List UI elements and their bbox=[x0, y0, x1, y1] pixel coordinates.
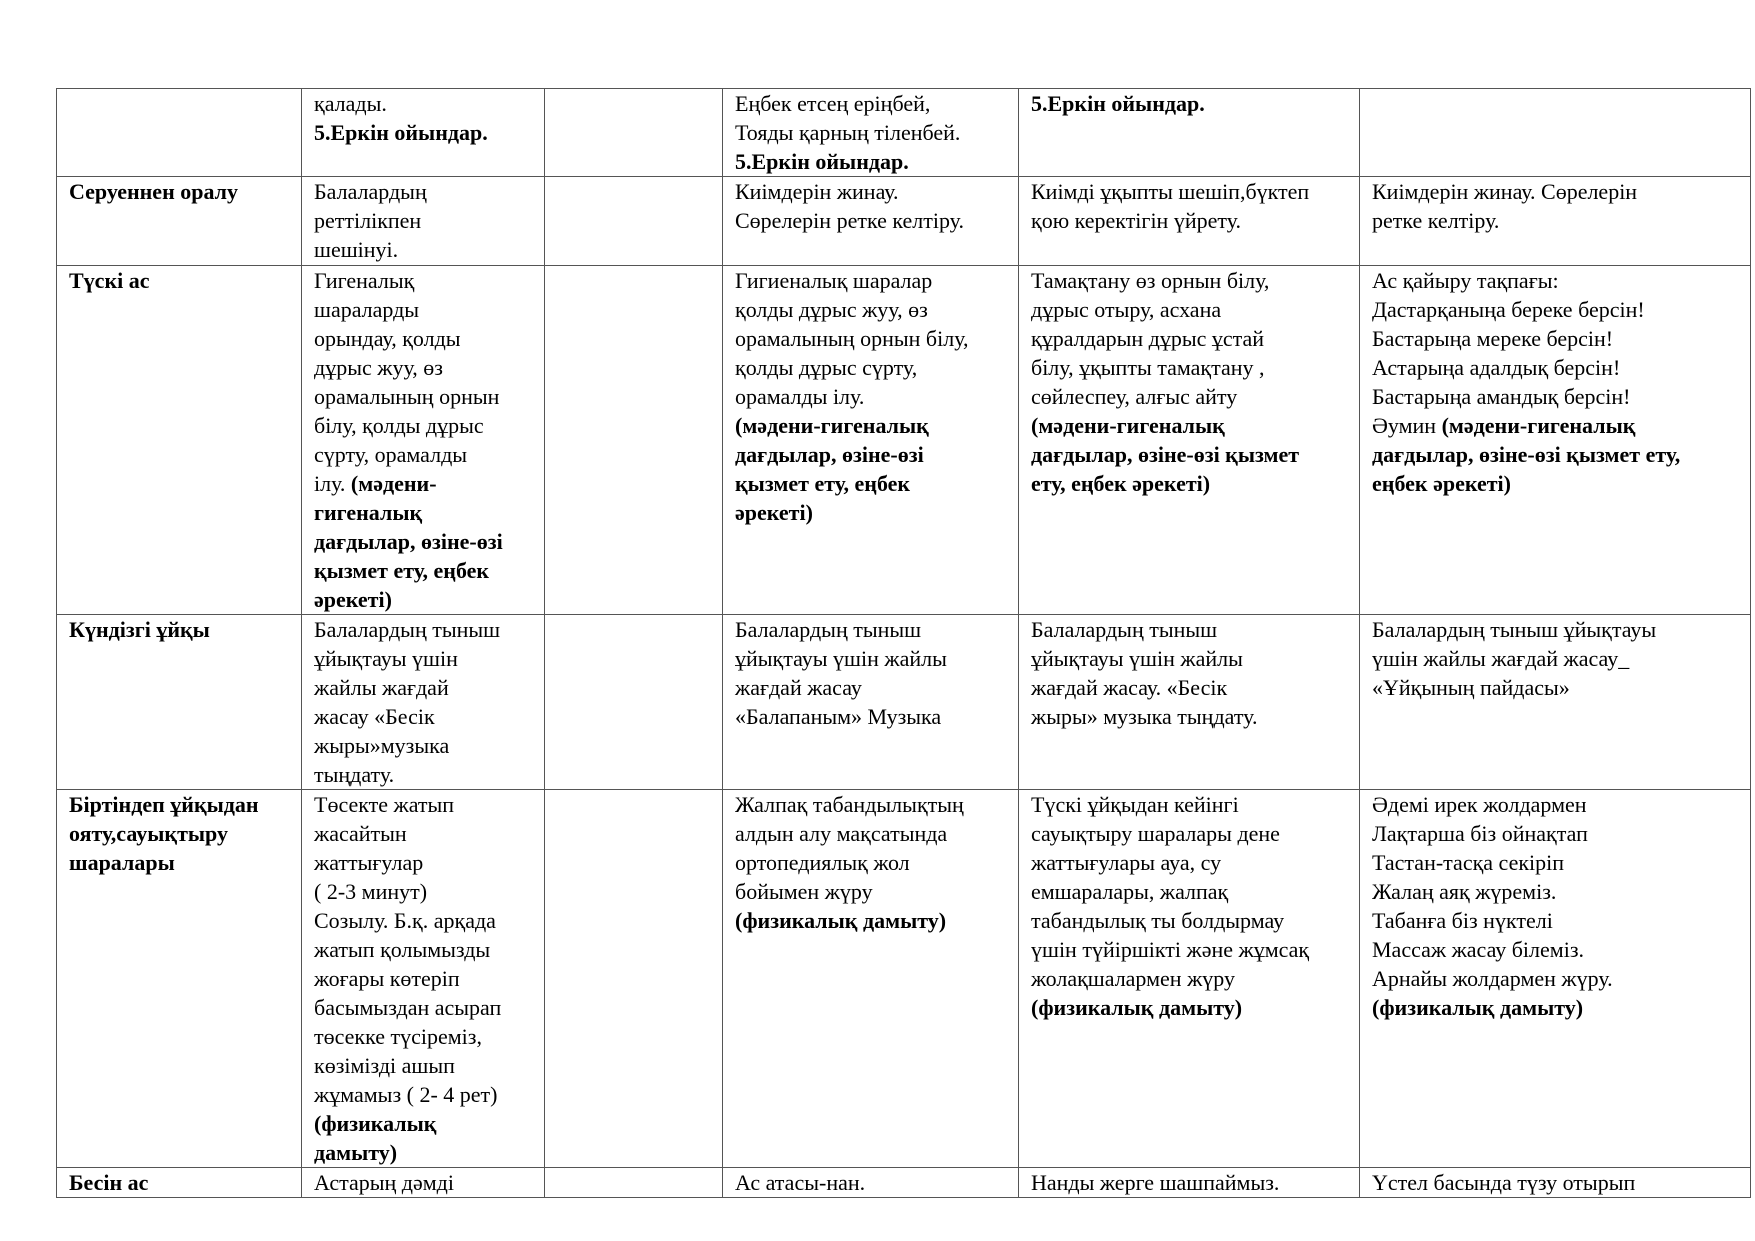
cell-text-line: Арнайы жолдармен жүру. bbox=[1372, 966, 1613, 991]
cell-text-line: жайлы жағдай bbox=[314, 675, 449, 700]
cell-text-line: жасау «Бесік bbox=[314, 704, 435, 729]
cell-text-line bbox=[1372, 411, 1740, 440]
cell-text-line: Массаж жасау білеміз. bbox=[1372, 937, 1585, 962]
cell-text-line: сүрту, орамалды bbox=[314, 442, 468, 467]
cell-text-line: сауықтыру шаралары дене bbox=[1031, 821, 1280, 846]
table-row bbox=[57, 615, 1751, 790]
cell-text-line: Бастарыңа мереке берсін! bbox=[1372, 326, 1614, 351]
cell-text-line: жатып қолымызды bbox=[314, 937, 491, 962]
cell-text-fragment: ілу. bbox=[314, 471, 351, 496]
cell-text-line: орамалының орнын bbox=[314, 384, 500, 409]
table-row bbox=[57, 790, 1751, 1168]
cell-text-line: (физикалық дамыту) bbox=[735, 908, 947, 933]
cell-text-line: орындау, қолды bbox=[314, 326, 461, 351]
cell-text-line: дағдылар, өзіне-өзі bbox=[735, 442, 924, 467]
cell-text-line: дағдылар, өзіне-өзі қызмет bbox=[1031, 442, 1300, 467]
cell-text-line: (мәдени-гигеналық bbox=[1031, 413, 1225, 438]
table-cell bbox=[545, 266, 723, 615]
table-cell bbox=[302, 89, 545, 177]
cell-text-line: Созылу. Б.қ. арқада bbox=[314, 908, 496, 933]
table-cell bbox=[302, 615, 545, 790]
table-cell bbox=[1360, 266, 1751, 615]
cell-text-line: Түскі ұйқыдан кейінгі bbox=[1031, 792, 1239, 817]
cell-text-line: қою керектігін үйрету. bbox=[1031, 208, 1241, 233]
cell-text-line: жұмамыз ( 2- 4 рет) bbox=[314, 1082, 498, 1107]
cell-text-line: шешінуі. bbox=[314, 237, 399, 262]
cell-text-line: Әдемі ирек жолдармен bbox=[1372, 792, 1587, 817]
cell-text-line bbox=[314, 469, 534, 498]
table-cell bbox=[1019, 266, 1360, 615]
cell-text-fragment: Әумин bbox=[1372, 413, 1442, 438]
table-cell bbox=[545, 177, 723, 266]
cell-text-line: Түскі ас bbox=[69, 268, 150, 293]
table-cell bbox=[545, 89, 723, 177]
cell-text-line: ортопедиялық жол bbox=[735, 850, 910, 875]
cell-text-line: Киімдерін жинау. Сөрелерін bbox=[1372, 179, 1638, 204]
table-cell bbox=[545, 615, 723, 790]
cell-text-line: ( 2-3 минут) bbox=[314, 879, 428, 904]
table-cell bbox=[723, 615, 1019, 790]
cell-text-line: құралдарын дұрыс ұстай bbox=[1031, 326, 1265, 351]
row-header-cell bbox=[57, 615, 302, 790]
table-row bbox=[57, 177, 1751, 266]
cell-text-fragment: (мәдени-гигеналық bbox=[1441, 413, 1636, 438]
cell-text-line: ретке келтіру. bbox=[1372, 208, 1500, 233]
cell-text-line: еңбек әрекеті) bbox=[1372, 471, 1511, 496]
cell-text-line: Киімдерін жинау. bbox=[735, 179, 899, 204]
schedule-table-body bbox=[57, 89, 1751, 1198]
cell-text-line: Табанға біз нүктелі bbox=[1372, 908, 1553, 933]
cell-text-line: «Балапаным» Музыка bbox=[735, 704, 942, 729]
row-header-cell bbox=[57, 266, 302, 615]
cell-text-line: Тояды қарның тіленбей. bbox=[735, 120, 961, 145]
cell-text-line: емшаралары, жалпақ bbox=[1031, 879, 1229, 904]
cell-text-line: қалады. bbox=[314, 91, 387, 116]
cell-text-line: әрекеті) bbox=[314, 587, 392, 612]
cell-text-line: жағдай жасау bbox=[735, 675, 862, 700]
cell-text-line: Жалаң аяқ жүреміз. bbox=[1372, 879, 1557, 904]
cell-text-line: шаралары bbox=[69, 850, 175, 875]
table-cell bbox=[1360, 1168, 1751, 1198]
row-header-cell bbox=[57, 1168, 302, 1198]
row-header-cell bbox=[57, 89, 302, 177]
table-cell bbox=[1019, 177, 1360, 266]
table-cell bbox=[723, 1168, 1019, 1198]
table-cell bbox=[723, 790, 1019, 1168]
cell-text-line: білу, ұқыпты тамақтану , bbox=[1031, 355, 1265, 380]
cell-text-line: Киімді ұқыпты шешіп,бүктеп bbox=[1031, 179, 1310, 204]
cell-text-line: сөйлеспеу, алғыс айту bbox=[1031, 384, 1238, 409]
cell-text-line: Астарың дәмді bbox=[314, 1170, 454, 1195]
cell-text-line: Жалпақ табандылықтың bbox=[735, 792, 964, 817]
table-cell bbox=[1019, 1168, 1360, 1198]
cell-text-line: ояту,сауықтыру bbox=[69, 821, 228, 846]
cell-text-line: Нанды жерге шашпаймыз. bbox=[1031, 1170, 1280, 1195]
cell-text-line: Тамақтану өз орнын білу, bbox=[1031, 268, 1270, 293]
cell-text-line: (физикалық дамыту) bbox=[1372, 995, 1584, 1020]
cell-text-line: жоғары көтеріп bbox=[314, 966, 460, 991]
cell-text-line: білу, қолды дұрыс bbox=[314, 413, 484, 438]
table-row bbox=[57, 1168, 1751, 1198]
table-cell bbox=[723, 177, 1019, 266]
table-cell bbox=[302, 1168, 545, 1198]
cell-text-line: Балалардың тыныш bbox=[1031, 617, 1218, 642]
schedule-table bbox=[56, 88, 1751, 1198]
cell-text-line: Бесін ас bbox=[69, 1170, 149, 1195]
cell-text-line: Дастарқаныңа береке берсін! bbox=[1372, 297, 1645, 322]
cell-text-line: Біртіндеп ұйқыдан bbox=[69, 792, 259, 817]
cell-text-line: жаттығулар bbox=[314, 850, 424, 875]
cell-text-line: Астарыңа адалдық берсін! bbox=[1372, 355, 1621, 380]
cell-text-line: Балалардың bbox=[314, 179, 427, 204]
table-cell bbox=[1360, 177, 1751, 266]
cell-text-line: тыңдату. bbox=[314, 762, 395, 787]
cell-text-line: шараларды bbox=[314, 297, 420, 322]
cell-text-line: қызмет ету, еңбек bbox=[314, 558, 490, 583]
cell-text-line: жаттығулары ауа, су bbox=[1031, 850, 1222, 875]
cell-text-line: «Ұйқының пайдасы» bbox=[1372, 675, 1570, 700]
cell-text-line: жыры» музыка тыңдату. bbox=[1031, 704, 1258, 729]
table-cell bbox=[1360, 89, 1751, 177]
cell-text-line: Балалардың тыныш bbox=[314, 617, 501, 642]
cell-text-line: бойымен жүру bbox=[735, 879, 873, 904]
cell-text-line: басымыздан асырап bbox=[314, 995, 502, 1020]
table-cell bbox=[1360, 790, 1751, 1168]
cell-text-line: 5.Еркін ойындар. bbox=[735, 149, 909, 174]
cell-text-line: көзімізді ашып bbox=[314, 1053, 455, 1078]
cell-text-line: ұйықтауы үшін bbox=[314, 646, 458, 671]
cell-text-line: реттілікпен bbox=[314, 208, 422, 233]
cell-text-line: жолақшалармен жүру bbox=[1031, 966, 1235, 991]
cell-text-line: қолды дұрыс жуу, өз bbox=[735, 297, 928, 322]
cell-text-line: дағдылар, өзіне-өзі қызмет ету, bbox=[1372, 442, 1681, 467]
cell-text-line: Ас қайыру тақпағы: bbox=[1372, 268, 1559, 293]
cell-text-fragment: (мәдени- bbox=[350, 471, 437, 496]
cell-text-line: жыры»музыка bbox=[314, 733, 450, 758]
cell-text-line: дамыту) bbox=[314, 1140, 398, 1165]
table-cell bbox=[723, 266, 1019, 615]
cell-text-line: жасайтын bbox=[314, 821, 407, 846]
cell-text-line: Балалардың тыныш bbox=[735, 617, 922, 642]
table-cell bbox=[723, 89, 1019, 177]
table-cell bbox=[1019, 790, 1360, 1168]
cell-text-line: дұрыс жуу, өз bbox=[314, 355, 443, 380]
cell-text-line: (мәдени-гигеналық bbox=[735, 413, 929, 438]
cell-text-line: 5.Еркін ойындар. bbox=[314, 120, 488, 145]
cell-text-line: Лақтарша біз ойнақтап bbox=[1372, 821, 1588, 846]
cell-text-line: Балалардың тыныш ұйықтауы bbox=[1372, 617, 1657, 642]
cell-text-line: Тастан-тасқа секіріп bbox=[1372, 850, 1565, 875]
cell-text-line: ету, еңбек әрекеті) bbox=[1031, 471, 1211, 496]
row-header-cell bbox=[57, 177, 302, 266]
cell-text-line: (физикалық bbox=[314, 1111, 437, 1136]
cell-text-line: алдын алу мақсатында bbox=[735, 821, 948, 846]
cell-text-line: қызмет ету, еңбек bbox=[735, 471, 911, 496]
cell-text-line: орамалды ілу. bbox=[735, 384, 865, 409]
cell-text-line: жағдай жасау. «Бесік bbox=[1031, 675, 1228, 700]
cell-text-line: үшін жайлы жағдай жасау_ bbox=[1372, 646, 1630, 671]
cell-text-line: үшін түйіршікті және жұмсақ bbox=[1031, 937, 1310, 962]
cell-text-line: Серуеннен оралу bbox=[69, 179, 239, 204]
table-row bbox=[57, 266, 1751, 615]
cell-text-line: Еңбек етсең еріңбей, bbox=[735, 91, 931, 116]
cell-text-line: табандылық ты болдырмау bbox=[1031, 908, 1285, 933]
cell-text-line: Төсекте жатып bbox=[314, 792, 455, 817]
cell-text-line: әрекеті) bbox=[735, 500, 813, 525]
row-header-cell bbox=[57, 790, 302, 1168]
cell-text-line: дұрыс отыру, асхана bbox=[1031, 297, 1222, 322]
cell-text-line: Үстел басында түзу отырып bbox=[1372, 1170, 1636, 1195]
cell-text-line: ұйықтауы үшін жайлы bbox=[735, 646, 947, 671]
cell-text-line: Күндізгі ұйқы bbox=[69, 617, 210, 642]
table-cell bbox=[1019, 89, 1360, 177]
table-cell bbox=[302, 266, 545, 615]
cell-text-line: (физикалық дамыту) bbox=[1031, 995, 1243, 1020]
cell-text-line: гигеналық bbox=[314, 500, 423, 525]
table-cell bbox=[1360, 615, 1751, 790]
table-cell bbox=[545, 790, 723, 1168]
cell-text-line: Ас атасы-нан. bbox=[735, 1170, 866, 1195]
cell-text-line: қолды дұрыс сүрту, bbox=[735, 355, 918, 380]
cell-text-line: орамалының орнын білу, bbox=[735, 326, 969, 351]
cell-text-line: төсекке түсіреміз, bbox=[314, 1024, 482, 1049]
table-cell bbox=[302, 177, 545, 266]
cell-text-line: 5.Еркін ойындар. bbox=[1031, 91, 1205, 116]
table-cell bbox=[1019, 615, 1360, 790]
cell-text-line: Сөрелерін ретке келтіру. bbox=[735, 208, 964, 233]
cell-text-line: Гигеналық bbox=[314, 268, 415, 293]
cell-text-line: Гигиеналық шаралар bbox=[735, 268, 933, 293]
table-row bbox=[57, 89, 1751, 177]
cell-text-line: дағдылар, өзіне-өзі bbox=[314, 529, 503, 554]
table-cell bbox=[545, 1168, 723, 1198]
cell-text-line: ұйықтауы үшін жайлы bbox=[1031, 646, 1243, 671]
table-cell bbox=[302, 790, 545, 1168]
cell-text-line: Бастарыңа амандық берсін! bbox=[1372, 384, 1631, 409]
